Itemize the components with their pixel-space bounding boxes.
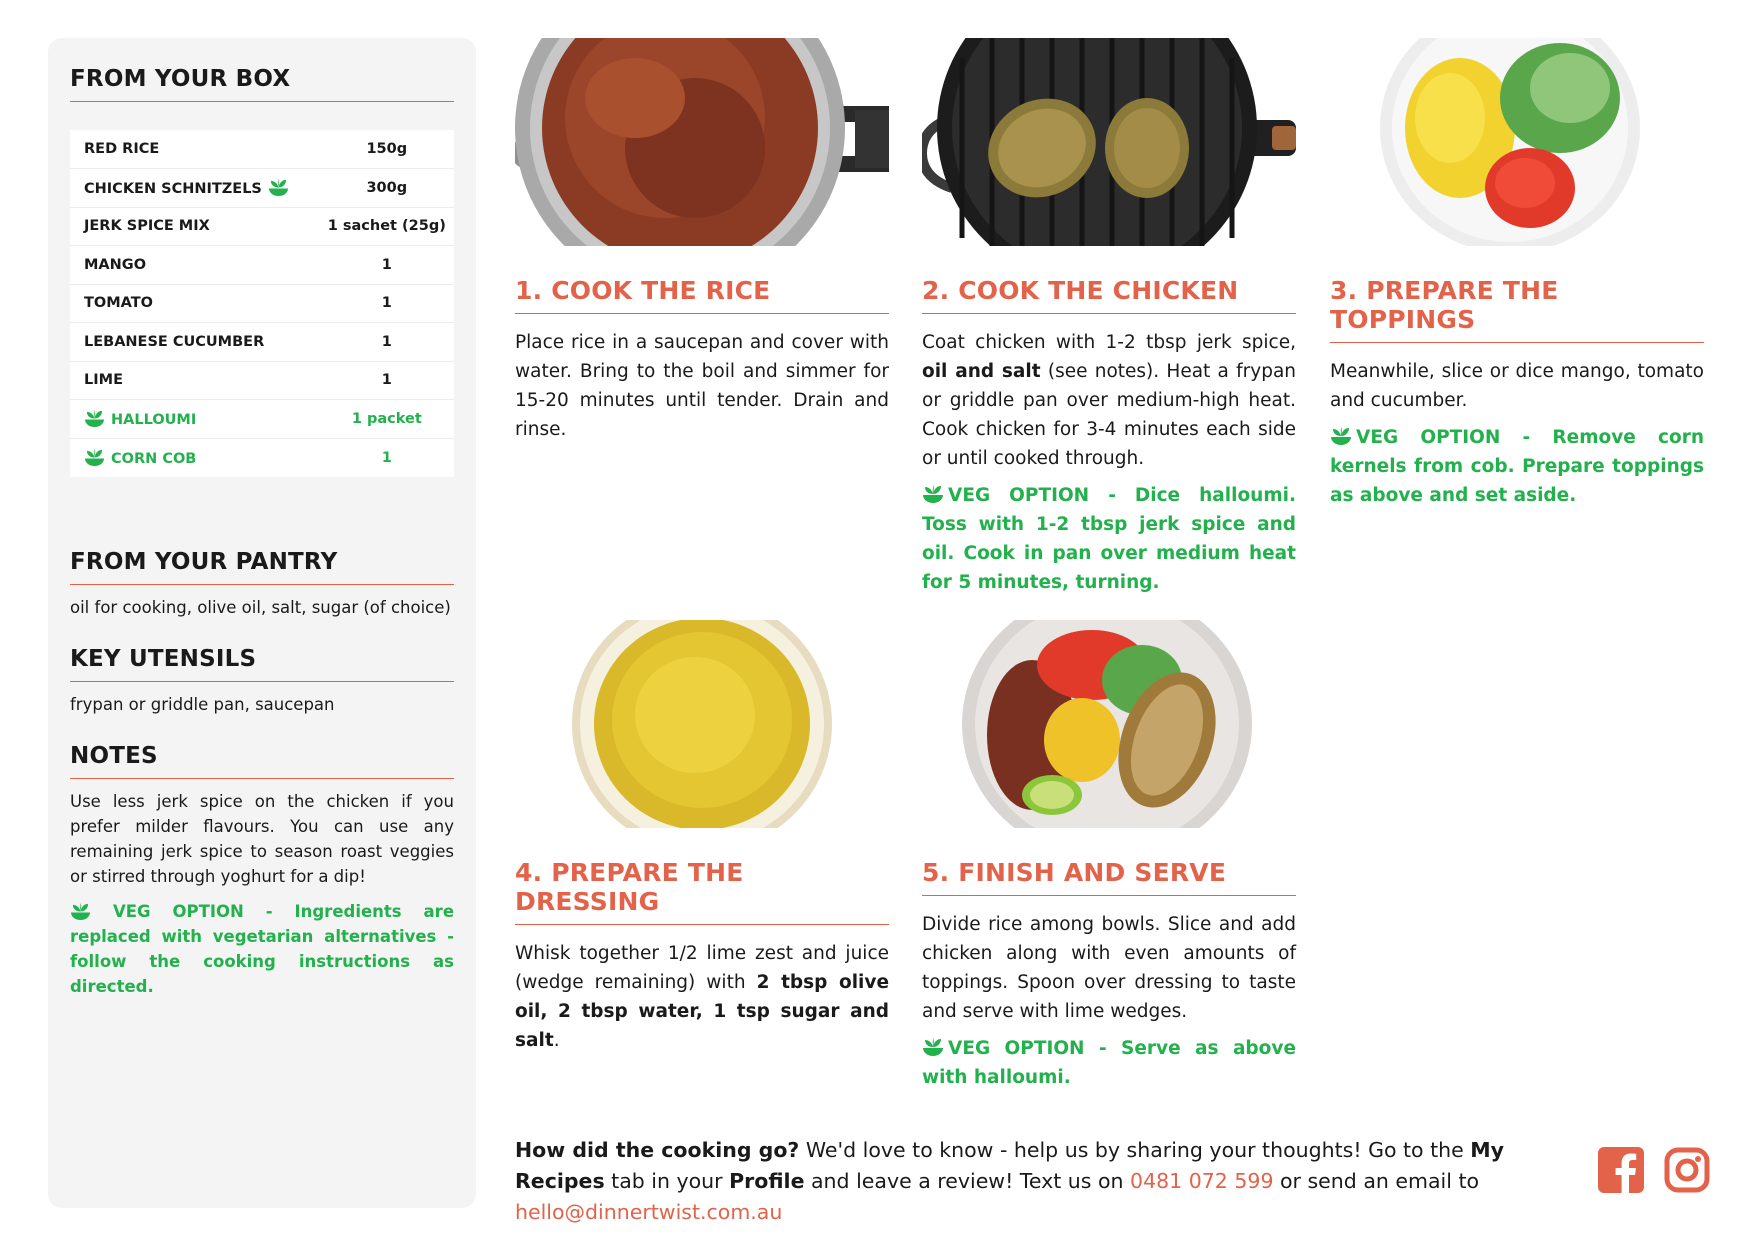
footer-question: How did the cooking go? [515,1138,800,1162]
ingredient-name: RED RICE [84,141,160,157]
ingredient-qty: 1 [320,323,454,362]
ingredient-qty: 1 [320,284,454,323]
leaf-bowl-icon [70,902,91,921]
ingredient-name: HALLOUMI [111,412,197,429]
ingredient-name: TOMATO [84,295,153,312]
step-4-body-a: Whisk together 1/2 lime zest and juice (wedge remaining) with [515,943,889,993]
ingredient-row [70,246,454,285]
ingredient-name: LEBANESE CUCUMBER [84,333,265,350]
ingredient-name-cell [70,169,320,208]
ingredient-name: CORN COB [111,451,197,467]
notes-heading: NOTES [70,743,454,779]
step-1-title: 1. COOK THE RICE [515,276,889,314]
ingredient-qty: 1 [320,361,454,400]
ingredient-name-cell [70,438,320,477]
ingredient-qty: 150g [320,130,454,169]
email-link[interactable]: hello@dinnertwist.com.au [515,1200,783,1224]
ingredient-row [70,284,454,323]
step-2-body-bold: oil and salt [922,361,1041,382]
step-4-body-bold: 2 tbsp olive oil, 2 tbsp water, 1 tsp sugar and salt [515,972,889,1051]
step-3-veg-option [1330,423,1704,510]
ingredient-name-cell [70,246,320,285]
instagram-icon[interactable] [1664,1147,1710,1193]
step-5-body: Divide rice among bowls. Slice and add chicken along with even amounts of toppings. Spoon over dressing to taste and serve with lime wedges. [922,914,1296,1022]
footer-text-1: We'd love to know - help us by sharing your thoughts! Go to the [799,1138,1471,1162]
ingredient-name-cell [70,323,320,362]
step-5-veg-text: VEG OPTION - Serve as above with halloumi. [922,1038,1296,1088]
leaf-bowl-icon [268,178,289,197]
ingredient-row [70,400,454,439]
ingredient-row [70,207,454,246]
step-4-body-c: . [553,1030,560,1051]
ingredient-name-cell [70,130,320,169]
step-2-title: 2. COOK THE CHICKEN [922,276,1296,314]
step-2-body-a: Coat chicken with 1-2 tbsp jerk spice, [922,332,1296,353]
step-5 [922,620,1296,1092]
dressing-bowl-photo [515,620,889,828]
step-2-veg-option [922,481,1296,597]
step-2-body [922,328,1296,473]
ingredient-name-cell [70,400,320,439]
leaf-bowl-icon [922,1037,944,1057]
ingredient-name: CHICKEN SCHNITZELS [84,181,262,198]
finished-bowl-photo [922,620,1296,828]
ingredient-qty: 1 sachet (25g) [320,207,454,246]
ingredients-table [70,130,454,477]
sidebar [48,38,476,1208]
ingredient-name: JERK SPICE MIX [84,218,210,235]
chicken-griddle-photo [922,38,1296,246]
rice-saucepan-photo [515,38,889,246]
ingredient-name-cell [70,361,320,400]
step-5-veg-option [922,1034,1296,1092]
leaf-bowl-icon [84,448,105,467]
ingredient-qty: 1 [381,449,392,466]
step-3-body: Meanwhile, slice or dice mango, tomato and cucumber. [1330,361,1704,411]
profile-label: Profile [729,1169,805,1193]
ingredient-row [70,438,454,477]
step-2 [922,38,1296,597]
notes-veg-text: VEG OPTION - Ingredients are replaced with vegetarian alternatives - follow the cooking instructions as directed. [70,901,455,996]
footer-text-3: and leave a review! Text us on [804,1169,1131,1193]
leaf-bowl-icon [84,409,105,428]
step-5-title: 5. FINISH AND SERVE [922,858,1296,896]
feedback-footer [515,1135,1575,1228]
notes-text: Use less jerk spice on the chicken if you prefer milder flavours. You can use any remaining jerk spice to season roast veggies or stirred through yoghurt for a dip! [70,791,454,886]
facebook-icon[interactable] [1598,1147,1644,1193]
key-utensils-heading: KEY UTENSILS [70,646,454,682]
ingredient-name-cell [70,284,320,323]
step-3 [1330,38,1704,510]
notes-veg-option [70,899,454,999]
ingredient-row [70,130,454,169]
step-3-title: 3. PREPARE THE TOPPINGS [1330,276,1704,343]
my-recipes-label: My Recipes [515,1138,1505,1193]
from-your-pantry-heading: FROM YOUR PANTRY [70,549,454,585]
ingredient-qty: 1 [320,246,454,285]
step-4-body [515,939,889,1055]
leaf-bowl-icon [1330,426,1352,446]
step-1 [515,38,889,444]
ingredient-row [70,361,454,400]
ingredient-name: MANGO [84,256,147,273]
pantry-text: oil for cooking, olive oil, salt, sugar (of choice) [70,597,451,617]
footer-text-2: tab in your [604,1169,730,1193]
step-4 [515,620,889,1055]
phone-link[interactable]: 0481 072 599 [1130,1169,1274,1193]
ingredient-qty: 1 packet [320,400,454,439]
step-1-body: Place rice in a saucepan and cover with water. Bring to the boil and simmer for 15-20 minutes until tender. Drain and rinse. [515,332,889,440]
step-2-body-c: (see notes). Heat a frypan or griddle pan over medium-high heat. Cook chicken for 3-4 minutes each side or until cooked through. [922,361,1297,469]
from-your-box-heading: FROM YOUR BOX [70,66,454,102]
ingredient-name-cell [70,207,320,246]
step-3-veg-text: VEG OPTION - Remove corn kernels from cob. Prepare toppings as above and set aside. [1330,427,1704,506]
ingredient-row [70,169,454,208]
utensils-text: frypan or griddle pan, saucepan [70,694,335,714]
ingredient-row [70,323,454,362]
step-2-veg-text: VEG OPTION - Dice halloumi. Toss with 1-2 tbsp jerk spice and oil. Cook in pan over medium heat for 5 minutes, turning. [922,485,1296,593]
footer-text-4: or send an email to [1273,1169,1480,1193]
ingredient-qty: 300g [320,169,454,208]
ingredient-name: LIME [84,372,123,389]
step-4-title: 4. PREPARE THE DRESSING [515,858,889,925]
leaf-bowl-icon [922,484,944,504]
toppings-plate-photo [1330,38,1704,246]
